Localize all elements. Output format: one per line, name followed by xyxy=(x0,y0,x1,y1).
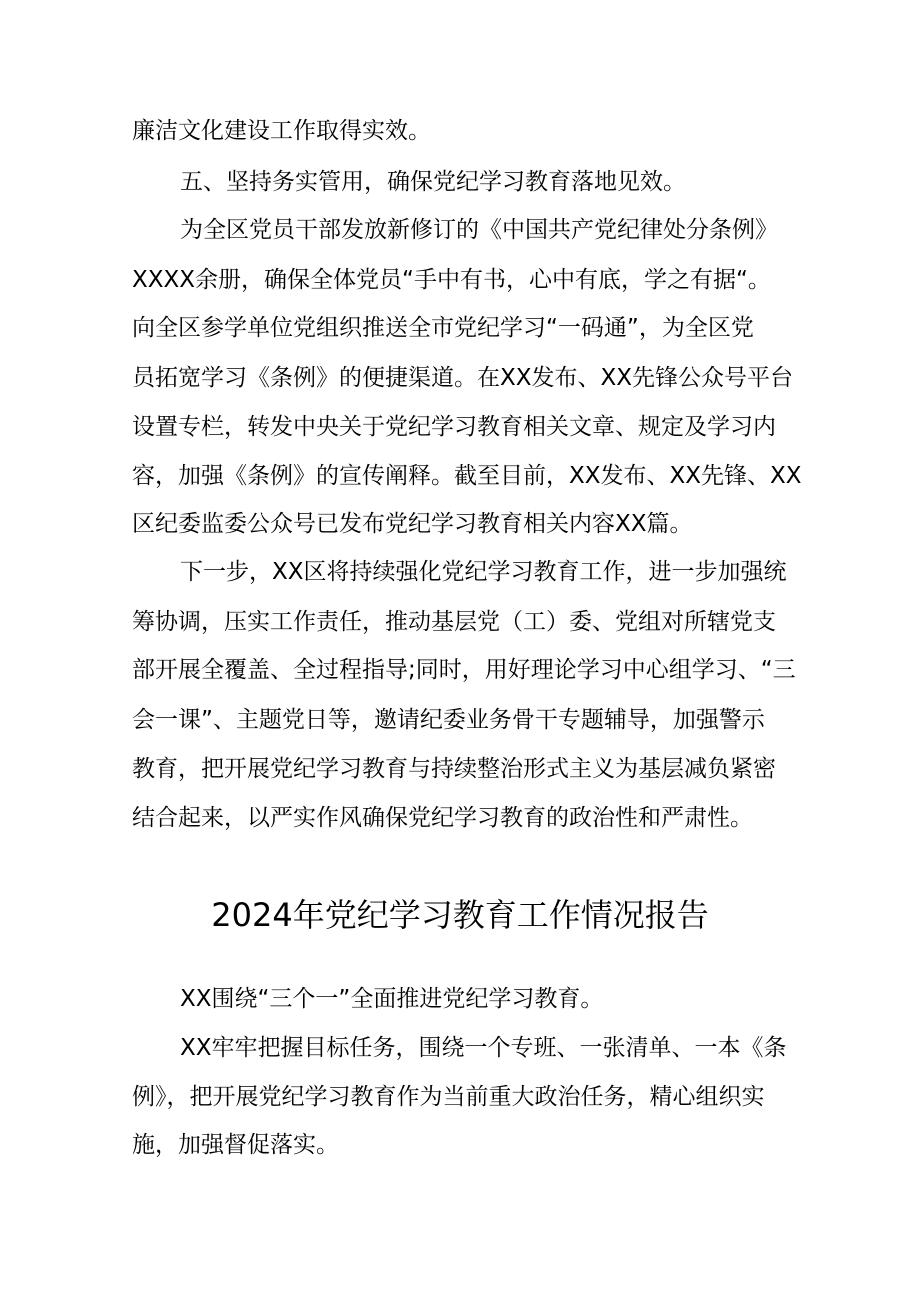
paragraph-line: 会一课”、主题党日等，邀请纪委业务骨干专题辅导，加强警示 xyxy=(132,707,765,733)
paragraph-line: 下一步，XX区将持续强化党纪学习教育工作，进一步加强统 xyxy=(180,559,787,585)
paragraph-line: 教育，把开展党纪学习教育与持续整治形式主义为基层减负紧密 xyxy=(132,756,776,782)
paragraph-line: 为全区党员干部发放新修订的《中国共产党纪律处分条例》 xyxy=(180,217,778,243)
paragraph-line: 部开展全覆盖、全过程指导;同时，用好理论学习中心组学习、“三 xyxy=(132,657,796,683)
paragraph-line: XXXX余册，确保全体党员“手中有书，心中有底，学之有据“。 xyxy=(132,267,771,293)
paragraph-line: 结合起来，以严实作风确保党纪学习教育的政治性和严肃性。 xyxy=(132,805,753,831)
section-heading-five: 五、坚持务实管用，确保党纪学习教育落地见效。 xyxy=(180,169,686,195)
paragraph-line: 员拓宽学习《条例》的便捷渠道。在XX发布、XX先锋公众号平台 xyxy=(132,365,794,391)
paragraph-line: 廉洁文化建设工作取得实效。 xyxy=(132,118,431,144)
paragraph-line: 区纪委监委公众号已发布党纪学习教育相关内容XX篇。 xyxy=(132,511,693,537)
paragraph-line: 例》，把开展党纪学习教育作为当前重大政治任务，精心组织实 xyxy=(132,1084,765,1110)
paragraph-line: XX牢牢把握目标任务，围绕一个专班、一张清单、一本《条 xyxy=(180,1035,787,1061)
paragraph-line: 设置专栏，转发中央关于党纪学习教育相关文章、规定及学习内 xyxy=(132,414,776,440)
paragraph-line: 向全区参学单位党组织推送全市党纪学习“一码通”，为全区党 xyxy=(132,315,754,341)
report-title: 2024年党纪学习教育工作情况报告 xyxy=(211,896,709,934)
paragraph-line: XX围绕“三个一”全面推进党纪学习教育。 xyxy=(180,986,604,1012)
paragraph-line: 筹协调，压实工作责任，推动基层党（工）委、党组对所辖党支 xyxy=(132,609,776,635)
paragraph-line: 施，加强督促落实。 xyxy=(132,1132,339,1158)
paragraph-line: 容，加强《条例》的宣传阐释。截至目前，XX发布、XX先锋、XX xyxy=(132,463,802,489)
